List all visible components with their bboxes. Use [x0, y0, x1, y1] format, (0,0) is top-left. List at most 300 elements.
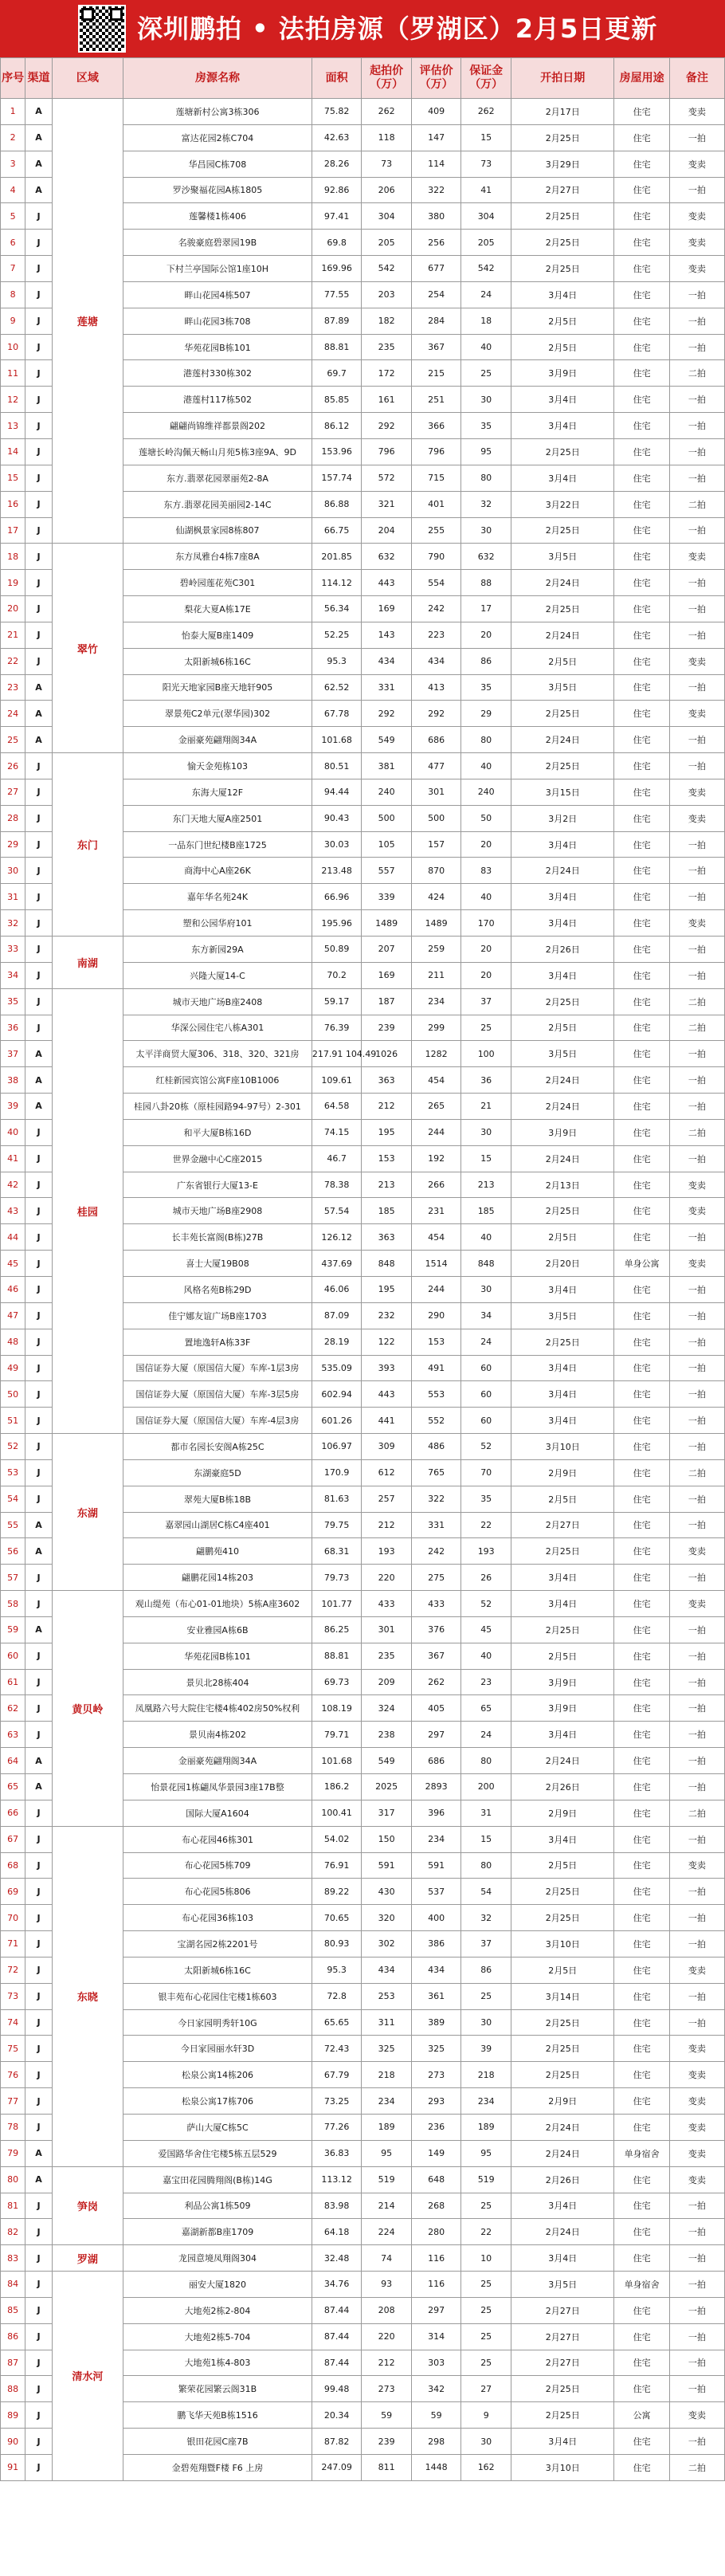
cell-eval-price: 236: [411, 2114, 461, 2140]
cell-area: 100.41: [312, 1800, 362, 1826]
cell-use: 住宅: [614, 1119, 669, 1145]
cell-channel: J: [25, 491, 53, 517]
cell-property-name: 莲馨楼1栋406: [123, 203, 312, 230]
cell-use: 住宅: [614, 1015, 669, 1041]
cell-auction-date: 3月4日: [511, 2245, 614, 2272]
cell-property-name: 广东省银行大厦13-E: [123, 1172, 312, 1198]
cell-start-price: 443: [362, 1381, 412, 1408]
cell-eval-price: 280: [411, 2219, 461, 2245]
cell-note: 一拍: [669, 2429, 724, 2455]
cell-start-price: 253: [362, 1983, 412, 2009]
cell-start-price: 212: [362, 2350, 412, 2376]
cell-seq: 31: [1, 884, 25, 910]
cell-start-price: 239: [362, 2429, 412, 2455]
cell-use: 住宅: [614, 2323, 669, 2350]
cell-use: 住宅: [614, 151, 669, 177]
cell-area: 217.91 104.49: [312, 1041, 362, 1067]
cell-seq: 71: [1, 1931, 25, 1958]
qr-code-icon: [78, 5, 126, 53]
cell-auction-date: 2月5日: [511, 308, 614, 334]
cell-note: 一拍: [669, 2245, 724, 2272]
cell-auction-date: 3月4日: [511, 962, 614, 988]
cell-property-name: 塑和公园华府101: [123, 910, 312, 937]
cell-use: 住宅: [614, 831, 669, 858]
cell-start-price: 262: [362, 99, 412, 125]
cell-property-name: 兴隆大厦14-C: [123, 962, 312, 988]
cell-start-price: 150: [362, 1826, 412, 1852]
cell-use: 住宅: [614, 1408, 669, 1434]
cell-note: 一拍: [669, 413, 724, 439]
cell-eval-price: 454: [411, 1067, 461, 1094]
cell-use: 住宅: [614, 910, 669, 937]
cell-area: 70.2: [312, 962, 362, 988]
cell-auction-date: 3月4日: [511, 1565, 614, 1591]
cell-start-price: 220: [362, 2323, 412, 2350]
cell-area: 106.97: [312, 1434, 362, 1460]
cell-channel: J: [25, 1565, 53, 1591]
cell-area: 79.75: [312, 1512, 362, 1538]
col-header-region: 区域: [52, 58, 123, 99]
cell-seq: 54: [1, 1486, 25, 1512]
table-row: [1, 1826, 725, 1852]
cell-area: 602.94: [312, 1381, 362, 1408]
cell-auction-date: 3月4日: [511, 910, 614, 937]
cell-start-price: 331: [362, 674, 412, 701]
cell-seq: 14: [1, 438, 25, 465]
col-header-note: 备注: [669, 58, 724, 99]
cell-start-price: 195: [362, 1119, 412, 1145]
cell-auction-date: 2月5日: [511, 1957, 614, 1983]
cell-note: 一拍: [669, 2376, 724, 2402]
cell-eval-price: 322: [411, 1486, 461, 1512]
cell-channel: J: [25, 1145, 53, 1172]
cell-property-name: 置地逸轩A栋33F: [123, 1329, 312, 1355]
cell-start-price: 213: [362, 1172, 412, 1198]
cell-channel: J: [25, 230, 53, 256]
cell-auction-date: 3月4日: [511, 1276, 614, 1302]
cell-deposit: 95: [461, 2140, 511, 2166]
cell-seq: 81: [1, 2193, 25, 2219]
cell-start-price: 811: [362, 2454, 412, 2480]
cell-auction-date: 2月25日: [511, 596, 614, 622]
cell-area: 69.8: [312, 230, 362, 256]
cell-note: 一拍: [669, 1329, 724, 1355]
cell-channel: A: [25, 2166, 53, 2193]
cell-property-name: 梨花大夏A栋17E: [123, 596, 312, 622]
cell-channel: J: [25, 1276, 53, 1302]
cell-seq: 86: [1, 2323, 25, 2350]
cell-area: 80.93: [312, 1931, 362, 1958]
cell-seq: 61: [1, 1669, 25, 1695]
cell-channel: J: [25, 962, 53, 988]
cell-deposit: 15: [461, 1826, 511, 1852]
cell-seq: 23: [1, 674, 25, 701]
cell-property-name: 大地苑1栋4-803: [123, 2350, 312, 2376]
cell-deposit: 20: [461, 937, 511, 963]
cell-seq: 35: [1, 988, 25, 1015]
cell-eval-price: 413: [411, 674, 461, 701]
cell-property-name: 布心花园46栋301: [123, 1826, 312, 1852]
cell-deposit: 25: [461, 1983, 511, 2009]
cell-eval-price: 292: [411, 701, 461, 727]
cell-eval-price: 537: [411, 1879, 461, 1905]
cell-start-price: 195: [362, 1276, 412, 1302]
cell-channel: J: [25, 1983, 53, 2009]
cell-region: 莲塘: [52, 99, 123, 544]
cell-channel: J: [25, 1251, 53, 1277]
cell-eval-price: 157: [411, 831, 461, 858]
cell-area: 62.52: [312, 674, 362, 701]
cell-use: 住宅: [614, 570, 669, 596]
cell-area: 79.71: [312, 1722, 362, 1748]
cell-start-price: 848: [362, 1251, 412, 1277]
cell-channel: J: [25, 831, 53, 858]
cell-note: 一拍: [669, 622, 724, 648]
col-header-seq: 序号: [1, 58, 25, 99]
cell-use: 公寓: [614, 2402, 669, 2429]
cell-use: 住宅: [614, 256, 669, 282]
cell-eval-price: 405: [411, 1695, 461, 1722]
cell-start-price: 572: [362, 465, 412, 491]
cell-property-name: 阳光天地家园B座天地轩905: [123, 674, 312, 701]
cell-deposit: 86: [461, 1957, 511, 1983]
table-row: [1, 99, 725, 125]
cell-deposit: 35: [461, 413, 511, 439]
cell-start-price: 257: [362, 1486, 412, 1512]
cell-eval-price: 434: [411, 1957, 461, 1983]
cell-use: 住宅: [614, 387, 669, 413]
cell-use: 住宅: [614, 858, 669, 884]
cell-note: 一拍: [669, 1434, 724, 1460]
cell-seq: 82: [1, 2219, 25, 2245]
cell-channel: A: [25, 99, 53, 125]
cell-deposit: 304: [461, 203, 511, 230]
cell-area: 73.25: [312, 2088, 362, 2115]
cell-eval-price: 301: [411, 779, 461, 805]
cell-property-name: 布心花园5栋806: [123, 1879, 312, 1905]
cell-seq: 9: [1, 308, 25, 334]
col-header-date: 开拍日期: [511, 58, 614, 99]
cell-seq: 77: [1, 2088, 25, 2115]
cell-eval-price: 298: [411, 2429, 461, 2455]
cell-property-name: 风格名苑B栋29D: [123, 1276, 312, 1302]
cell-note: 一拍: [669, 884, 724, 910]
cell-property-name: 和平大厦B栋16D: [123, 1119, 312, 1145]
cell-use: 住宅: [614, 1434, 669, 1460]
cell-property-name: 国际大厦A1604: [123, 1800, 312, 1826]
cell-region: 东门: [52, 753, 123, 937]
cell-start-price: 59: [362, 2402, 412, 2429]
cell-use: 住宅: [614, 1224, 669, 1251]
cell-note: 一拍: [669, 937, 724, 963]
cell-seq: 85: [1, 2297, 25, 2323]
cell-property-name: 东方.翡翠花园美丽园2-14C: [123, 491, 312, 517]
cell-property-name: 喜士大厦19B08: [123, 1251, 312, 1277]
cell-property-name: 港莲村117栋502: [123, 387, 312, 413]
cell-auction-date: 2月25日: [511, 1905, 614, 1931]
cell-use: 住宅: [614, 937, 669, 963]
cell-auction-date: 2月25日: [511, 1538, 614, 1565]
cell-deposit: 20: [461, 962, 511, 988]
cell-channel: J: [25, 2088, 53, 2115]
cell-seq: 27: [1, 779, 25, 805]
cell-channel: J: [25, 570, 53, 596]
cell-auction-date: 2月9日: [511, 1800, 614, 1826]
cell-seq: 40: [1, 1119, 25, 1145]
cell-area: 113.12: [312, 2166, 362, 2193]
col-header-channel: 渠道: [25, 58, 53, 99]
cell-channel: J: [25, 1905, 53, 1931]
cell-use: 住宅: [614, 2376, 669, 2402]
cell-channel: J: [25, 1434, 53, 1460]
cell-seq: 33: [1, 937, 25, 963]
cell-eval-price: 765: [411, 1459, 461, 1486]
cell-deposit: 60: [461, 1355, 511, 1381]
cell-channel: J: [25, 544, 53, 570]
cell-note: 二拍: [669, 2454, 724, 2480]
cell-channel: J: [25, 1669, 53, 1695]
cell-auction-date: 2月27日: [511, 2323, 614, 2350]
cell-channel: A: [25, 1512, 53, 1538]
cell-auction-date: 2月26日: [511, 2166, 614, 2193]
cell-note: 一拍: [669, 1145, 724, 1172]
cell-channel: J: [25, 2114, 53, 2140]
cell-note: 变卖: [669, 2402, 724, 2429]
cell-area: 169.96: [312, 256, 362, 282]
cell-seq: 25: [1, 727, 25, 753]
cell-use: 住宅: [614, 1381, 669, 1408]
cell-auction-date: 2月24日: [511, 1067, 614, 1094]
cell-property-name: 港莲村330栋302: [123, 360, 312, 387]
cell-eval-price: 433: [411, 1591, 461, 1617]
cell-auction-date: 2月25日: [511, 753, 614, 779]
cell-auction-date: 2月24日: [511, 858, 614, 884]
cell-start-price: 302: [362, 1931, 412, 1958]
page-title: 深圳鹏拍 • 法拍房源（罗湖区）2月5日更新: [137, 14, 658, 44]
cell-channel: A: [25, 1616, 53, 1643]
cell-area: 87.82: [312, 2429, 362, 2455]
cell-eval-price: 265: [411, 1094, 461, 1120]
cell-seq: 72: [1, 1957, 25, 1983]
cell-start-price: 292: [362, 413, 412, 439]
cell-channel: J: [25, 1957, 53, 1983]
cell-note: 一拍: [669, 1643, 724, 1669]
cell-seq: 88: [1, 2376, 25, 2402]
cell-auction-date: 2月25日: [511, 517, 614, 544]
cell-note: 变卖: [669, 1957, 724, 1983]
cell-property-name: 碧岭园莲花苑C301: [123, 570, 312, 596]
cell-deposit: 24: [461, 1722, 511, 1748]
cell-channel: J: [25, 1826, 53, 1852]
cell-deposit: 37: [461, 1931, 511, 1958]
cell-channel: J: [25, 2429, 53, 2455]
cell-seq: 57: [1, 1565, 25, 1591]
cell-start-price: 292: [362, 701, 412, 727]
cell-seq: 2: [1, 124, 25, 151]
cell-use: 住宅: [614, 1565, 669, 1591]
cell-note: 一拍: [669, 831, 724, 858]
cell-property-name: 东湖豪庭5D: [123, 1459, 312, 1486]
cell-channel: J: [25, 2219, 53, 2245]
cell-auction-date: 2月27日: [511, 2297, 614, 2323]
cell-note: 变卖: [669, 203, 724, 230]
cell-property-name: 翩鹏花园14栋203: [123, 1565, 312, 1591]
cell-start-price: 317: [362, 1800, 412, 1826]
cell-channel: J: [25, 596, 53, 622]
cell-channel: A: [25, 674, 53, 701]
cell-eval-price: 254: [411, 281, 461, 308]
cell-property-name: 利品公寓1栋509: [123, 2193, 312, 2219]
cell-area: 50.89: [312, 937, 362, 963]
cell-seq: 21: [1, 622, 25, 648]
cell-auction-date: 2月24日: [511, 1094, 614, 1120]
cell-area: 59.17: [312, 988, 362, 1015]
cell-deposit: 70: [461, 1459, 511, 1486]
cell-property-name: 东门天地大厦A座2501: [123, 805, 312, 831]
cell-deposit: 542: [461, 256, 511, 282]
cell-auction-date: 3月14日: [511, 1983, 614, 2009]
cell-deposit: 205: [461, 230, 511, 256]
cell-auction-date: 2月24日: [511, 727, 614, 753]
cell-use: 住宅: [614, 1931, 669, 1958]
cell-seq: 64: [1, 1748, 25, 1774]
cell-area: 65.65: [312, 2009, 362, 2036]
cell-deposit: 24: [461, 281, 511, 308]
cell-property-name: 嘉年华名苑24K: [123, 884, 312, 910]
cell-eval-price: 147: [411, 124, 461, 151]
cell-eval-price: 686: [411, 1748, 461, 1774]
cell-area: 20.34: [312, 2402, 362, 2429]
cell-eval-price: 234: [411, 988, 461, 1015]
cell-note: 一拍: [669, 2219, 724, 2245]
cell-property-name: 松泉公寓17栋706: [123, 2088, 312, 2115]
cell-area: 92.86: [312, 177, 362, 203]
cell-deposit: 86: [461, 648, 511, 674]
cell-start-price: 363: [362, 1224, 412, 1251]
cell-area: 57.54: [312, 1198, 362, 1224]
cell-start-price: 212: [362, 1512, 412, 1538]
cell-note: 变卖: [669, 544, 724, 570]
cell-property-name: 太阳新城6栋16C: [123, 1957, 312, 1983]
table-header-row: [1, 58, 725, 99]
cell-channel: J: [25, 1408, 53, 1434]
cell-eval-price: 500: [411, 805, 461, 831]
cell-start-price: 232: [362, 1302, 412, 1329]
cell-note: 变卖: [669, 2088, 724, 2115]
cell-property-name: 罗沙聚福花园A栋1805: [123, 177, 312, 203]
cell-deposit: 25: [461, 2350, 511, 2376]
cell-deposit: 36: [461, 1067, 511, 1094]
cell-start-price: 238: [362, 1722, 412, 1748]
cell-area: 69.73: [312, 1669, 362, 1695]
cell-eval-price: 223: [411, 622, 461, 648]
cell-auction-date: 2月5日: [511, 1015, 614, 1041]
cell-property-name: 华苑花园B栋101: [123, 1643, 312, 1669]
cell-seq: 29: [1, 831, 25, 858]
cell-use: 住宅: [614, 622, 669, 648]
cell-auction-date: 2月25日: [511, 230, 614, 256]
cell-note: 一拍: [669, 1748, 724, 1774]
cell-note: 变卖: [669, 99, 724, 125]
cell-area: 87.89: [312, 308, 362, 334]
cell-note: 一拍: [669, 1826, 724, 1852]
cell-property-name: 金碧苑翔暨F楼 F6 上房: [123, 2454, 312, 2480]
cell-area: 77.26: [312, 2114, 362, 2140]
cell-seq: 24: [1, 701, 25, 727]
cell-seq: 56: [1, 1538, 25, 1565]
cell-auction-date: 3月4日: [511, 1722, 614, 1748]
cell-start-price: 301: [362, 1616, 412, 1643]
cell-start-price: 224: [362, 2219, 412, 2245]
col-header-eval-price: 评估价（万）: [411, 58, 461, 99]
cell-area: 99.48: [312, 2376, 362, 2402]
cell-area: 95.3: [312, 1957, 362, 1983]
cell-seq: 89: [1, 2402, 25, 2429]
table-row: [1, 2245, 725, 2272]
cell-property-name: 翠苑大厦B栋18B: [123, 1486, 312, 1512]
cell-note: 变卖: [669, 1198, 724, 1224]
cell-deposit: 170: [461, 910, 511, 937]
cell-note: 变卖: [669, 2114, 724, 2140]
cell-deposit: 185: [461, 1198, 511, 1224]
cell-use: 住宅: [614, 2009, 669, 2036]
cell-channel: J: [25, 910, 53, 937]
cell-area: 64.18: [312, 2219, 362, 2245]
cell-channel: J: [25, 1643, 53, 1669]
cell-auction-date: 2月25日: [511, 1329, 614, 1355]
cell-use: 住宅: [614, 1591, 669, 1617]
table-row: [1, 2166, 725, 2193]
cell-use: 住宅: [614, 2429, 669, 2455]
cell-deposit: 25: [461, 1015, 511, 1041]
cell-note: 变卖: [669, 648, 724, 674]
cell-auction-date: 2月25日: [511, 1879, 614, 1905]
cell-property-name: 长丰苑长富阁(B栋)27B: [123, 1224, 312, 1251]
cell-channel: A: [25, 727, 53, 753]
cell-seq: 38: [1, 1067, 25, 1094]
cell-area: 195.96: [312, 910, 362, 937]
cell-eval-price: 314: [411, 2323, 461, 2350]
cell-deposit: 80: [461, 1748, 511, 1774]
cell-eval-price: 114: [411, 151, 461, 177]
cell-channel: A: [25, 1748, 53, 1774]
cell-eval-price: 434: [411, 648, 461, 674]
cell-property-name: 莲塘新村公寓3栋306: [123, 99, 312, 125]
cell-area: 87.44: [312, 2297, 362, 2323]
cell-seq: 68: [1, 1852, 25, 1879]
cell-use: 住宅: [614, 727, 669, 753]
cell-note: 一拍: [669, 2350, 724, 2376]
cell-deposit: 218: [461, 2062, 511, 2088]
header-banner: [0, 0, 725, 57]
cell-start-price: 381: [362, 753, 412, 779]
cell-channel: J: [25, 387, 53, 413]
cell-deposit: 29: [461, 701, 511, 727]
cell-use: 住宅: [614, 988, 669, 1015]
cell-property-name: 怡泰大厦B座1409: [123, 622, 312, 648]
cell-start-price: 235: [362, 1643, 412, 1669]
cell-start-price: 441: [362, 1408, 412, 1434]
cell-area: 79.73: [312, 1565, 362, 1591]
cell-seq: 87: [1, 2350, 25, 2376]
cell-eval-price: 491: [411, 1355, 461, 1381]
cell-note: 变卖: [669, 230, 724, 256]
cell-eval-price: 293: [411, 2088, 461, 2115]
cell-use: 住宅: [614, 438, 669, 465]
cell-area: 85.85: [312, 387, 362, 413]
cell-seq: 7: [1, 256, 25, 282]
cell-use: 住宅: [614, 1276, 669, 1302]
